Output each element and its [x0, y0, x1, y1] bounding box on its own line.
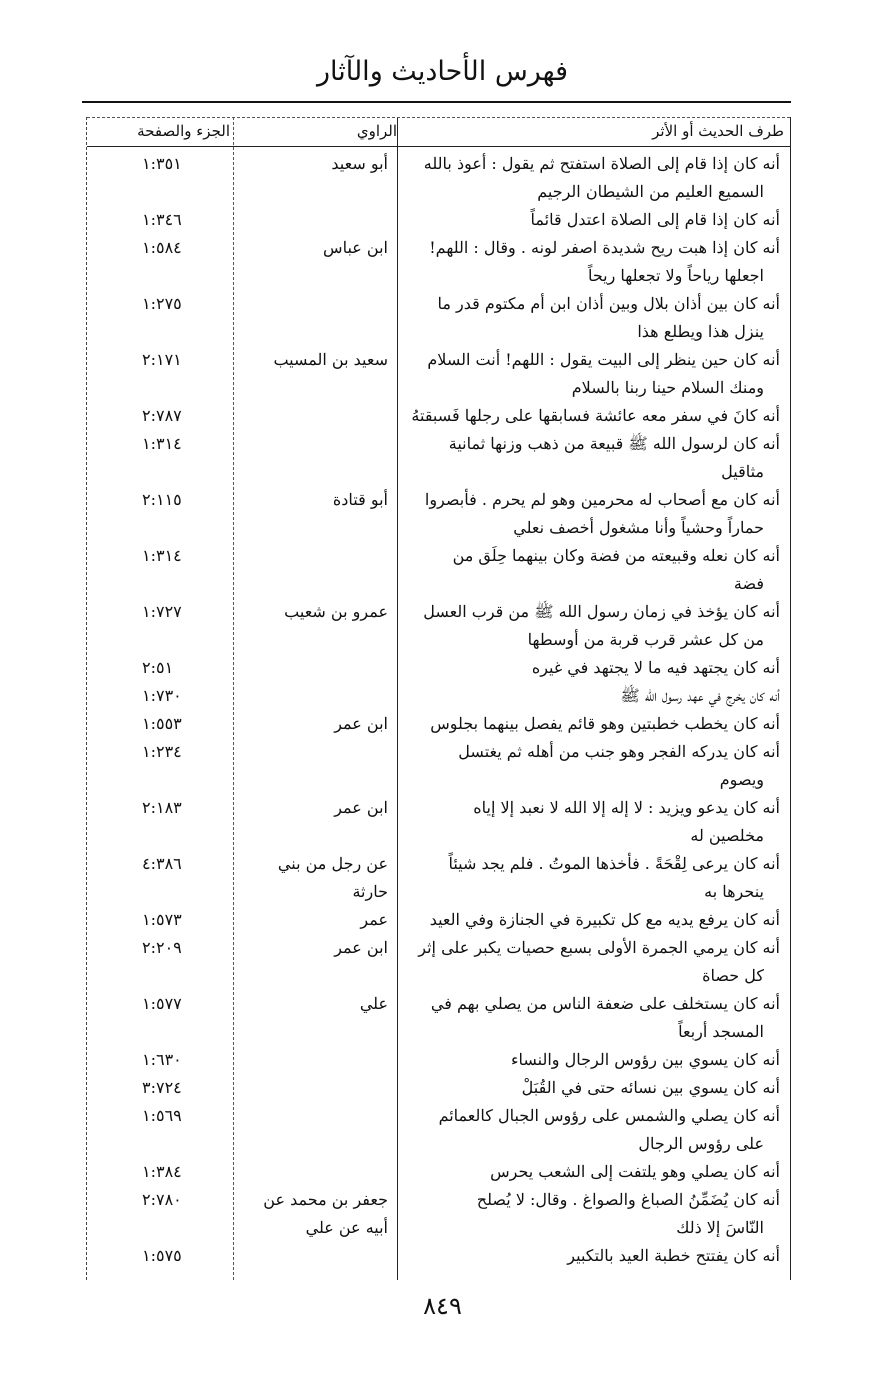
header-hadith: طرف الحديث أو الأثر [652, 122, 784, 140]
volume-page-cell: ٢:٥١ [142, 658, 174, 677]
narrator-cell: عن رجل من بني حارثة [277, 854, 388, 901]
table-row [87, 1074, 790, 1102]
volume-page-cell: ١:٥٧٣ [142, 910, 182, 929]
hadith-cell [398, 290, 790, 346]
hadith-cell [398, 850, 790, 906]
hadith-text: أنه كان يستخلف على ضعفة الناس من يصلي بهم في [430, 994, 780, 1013]
hadith-text: أنه كان حين ينظر إلى البيت يقول : اللهم! أنت السلام [427, 350, 780, 369]
hadith-continuation: السميع العليم من الشيطان الرجيم [537, 182, 764, 201]
hadith-cell [398, 738, 790, 794]
hadith-text: أنه كان مع أصحاب له محرمين وهو لم يحرم . فأبصروا [424, 490, 780, 509]
hadith-text: أنه كان يصلي وهو يلتفت إلى الشعب يحرس [490, 1162, 780, 1181]
hadith-cell [398, 1102, 790, 1158]
hadith-continuation: ينحرها به [704, 882, 764, 901]
page-title: فهرس الأحاديث والآثار [316, 56, 569, 87]
narrator-cell [234, 1046, 398, 1074]
hadith-cell [398, 234, 790, 290]
table-row [87, 654, 790, 682]
volume-page-cell: ٢:١١٥ [142, 490, 182, 509]
hadith-text: أنه كان يجتهد فيه ما لا يجتهد في غيره [531, 658, 780, 677]
hadith-text: أنه كان يؤخذ في زمان رسول الله ﷺ من قرب العسل [423, 602, 780, 621]
volume-page-cell: ٢:٢٠٩ [142, 938, 182, 957]
hadith-cell [398, 430, 790, 486]
volume-page-cell: ١:٥٥٣ [142, 714, 182, 733]
volume-page-cell: ١:٦٣٠ [142, 1050, 182, 1069]
narrator-cell [234, 290, 398, 346]
volume-page-cell: ٢:٧٨٠ [142, 1190, 182, 1209]
hadith-cell [398, 990, 790, 1046]
header-ref: الجزء والصفحة [137, 122, 230, 140]
hadith-cell [398, 1242, 790, 1270]
table-row [87, 1158, 790, 1186]
table-row [87, 346, 790, 402]
volume-page-cell: ١:٥٧٧ [142, 994, 182, 1013]
hadith-text: أنه كانَ في سفر معه عائشة فسابقها على رجلها فَسبقتهُ [411, 406, 780, 425]
table-row [87, 234, 790, 290]
table-row [87, 402, 790, 430]
hadith-text: أنه كان يرفع يديه مع كل تكبيرة في الجنازة وفي العيد [429, 910, 780, 929]
narrator-cell: ابن عمر [334, 938, 388, 957]
narrator-cell [234, 654, 398, 682]
narrator-cell: ابن عباس [323, 238, 388, 257]
table-header: طرف الحديث أو الأثر الراوي الجزء والصفحة [87, 117, 790, 147]
volume-page-cell: ١:٥٨٤ [142, 238, 182, 257]
hadith-cell [398, 934, 790, 990]
volume-page-cell: ١:٥٧٥ [142, 1246, 182, 1265]
hadith-cell [398, 206, 790, 234]
table-row [87, 1242, 790, 1270]
narrator-cell: عمر [360, 910, 388, 929]
hadith-text: أنه كان إذا قام إلى الصلاة اعتدل قائماً [530, 210, 780, 229]
hadith-text: أنه كان يدعو ويزيد : لا إله إلا الله لا نعبد إلا إياه [473, 798, 780, 817]
hadith-continuation: المسجد أربعاً [678, 1022, 764, 1041]
volume-page-cell: ٢:١٨٣ [142, 798, 182, 817]
table-row [87, 934, 790, 990]
hadith-continuation: اجعلها رياحاً ولا تجعلها ريحاً [587, 266, 764, 285]
title-rule [82, 101, 791, 103]
hadith-text: أنه كان إذا قام إلى الصلاة استفتح ثم يقول : أعوذ بالله [423, 154, 780, 173]
table-row [87, 682, 790, 710]
volume-page-cell: ١:٧٣٠ [142, 686, 182, 705]
hadith-text: أنه كان يخطب خطبتين وهو قائم يفصل بينهما بجلوس [430, 714, 780, 733]
hadith-text: أنه كان يفتتح خطبة العيد بالتكبير [567, 1246, 780, 1265]
hadith-cell [398, 542, 790, 598]
narrator-cell: ابن عمر [334, 798, 388, 817]
narrator-cell [234, 542, 398, 598]
hadith-continuation: مخلصين له [690, 826, 764, 845]
hadith-text: أنه كان بين أذان بلال وبين أذان ابن أم مكتوم قدر ما [437, 294, 780, 313]
index-table [86, 117, 791, 1280]
volume-page-cell: ١:٧٢٧ [142, 602, 182, 621]
table-row [87, 850, 790, 906]
table-row [87, 430, 790, 486]
table-row [87, 906, 790, 934]
hadith-continuation: مثاقيل [721, 462, 764, 481]
hadith-text: أنه كان يسوي بين نسائه حتى في القُبَلْ [521, 1078, 780, 1097]
hadith-cell [398, 906, 790, 934]
hadith-continuation: النّاسَ إلا ذلك [676, 1218, 764, 1237]
volume-page-cell: ٢:١٧١ [142, 350, 182, 369]
hadith-text: أنه كان لرسول الله ﷺ قبيعة من ذهب وزنها ثمانية [448, 434, 780, 453]
hadith-continuation: حماراً وحشياً وأنا مشغول أخصف نعلي [513, 518, 764, 537]
hadith-text: أنه كان يدركه الفجر وهو جنب من أهله ثم يغتسل [458, 742, 780, 761]
narrator-cell: علي [359, 994, 388, 1013]
hadith-cell [398, 1158, 790, 1186]
volume-page-cell: ١:٣١٤ [142, 546, 182, 565]
narrator-cell [234, 1102, 398, 1158]
narrator-cell: عمرو بن شعيب [284, 602, 388, 621]
volume-page-cell: ١:٥٦٩ [142, 1106, 182, 1125]
hadith-text: أنه كان يُضَمِّنُ الصباغ والصواغ . وقال: لا يُصلح [476, 1190, 780, 1209]
table-row [87, 206, 790, 234]
hadith-continuation: من كل عشر قرب قربة من أوسطها [527, 630, 764, 649]
hadith-cell [398, 486, 790, 542]
table-body [87, 150, 790, 1270]
hadith-text: أنه كان يرمي الجمرة الأولى بسبع حصيات يكبر على إثر [418, 938, 780, 957]
hadith-continuation: على رؤوس الرجال [638, 1134, 764, 1153]
hadith-continuation: كل حصاة [702, 966, 764, 985]
narrator-cell: ابن عمر [334, 714, 388, 733]
hadith-cell [398, 794, 790, 850]
narrator-cell [234, 1242, 398, 1270]
page-number: ٨٤٩ [423, 1292, 462, 1320]
narrator-cell [234, 430, 398, 486]
volume-page-cell: ١:٣٤٦ [142, 210, 182, 229]
narrator-cell: أبو قتادة [332, 490, 388, 509]
hadith-cell [398, 346, 790, 402]
narrator-cell [234, 1074, 398, 1102]
narrator-cell [234, 402, 398, 430]
narrator-cell [234, 206, 398, 234]
hadith-text: أنه كان يرعى لِقْحَةً . فأخذها الموتُ . فلم يجد شيئاً [448, 854, 780, 873]
narrator-cell: جعفر بن محمد عن أبيه عن علي [263, 1190, 388, 1237]
volume-page-cell: ١:٣١٤ [142, 434, 182, 453]
hadith-continuation: ينزل هذا ويطلع هذا [637, 322, 764, 341]
hadith-cell [398, 1186, 790, 1242]
hadith-continuation: ومنك السلام حينا ربنا بالسلام [571, 378, 764, 397]
table-row [87, 738, 790, 794]
volume-page-cell: ٣:٧٢٤ [142, 1078, 182, 1097]
narrator-cell: سعيد بن المسيب [273, 350, 388, 369]
table-row [87, 290, 790, 346]
volume-page-cell: ١:٣٥١ [142, 154, 182, 173]
hadith-text: أنه كان يصلي والشمس على رؤوس الجبال كالعمائم [438, 1106, 780, 1125]
hadith-cell [398, 710, 790, 738]
volume-page-cell: ٢:٧٨٧ [142, 406, 182, 425]
hadith-continuation: ويصوم [719, 770, 764, 789]
table-row [87, 794, 790, 850]
hadith-cell [398, 598, 790, 654]
narrator-cell [234, 1158, 398, 1186]
table-row [87, 990, 790, 1046]
hadith-cell [398, 150, 790, 206]
table-row [87, 598, 790, 654]
hadith-text: أنه كان يسوي بين رؤوس الرجال والنساء [510, 1050, 780, 1069]
table-row [87, 710, 790, 738]
hadith-text: أنه كان إذا هبت ريح شديدة اصفر لونه . وقال : اللهم! [429, 238, 780, 257]
narrator-cell [234, 682, 398, 710]
table-row [87, 486, 790, 542]
narrator-cell [234, 738, 398, 794]
hadith-cell [398, 1074, 790, 1102]
hadith-cell [398, 1046, 790, 1074]
table-row [87, 1102, 790, 1158]
volume-page-cell: ١:٢٧٥ [142, 294, 182, 313]
hadith-cell [398, 682, 790, 710]
hadith-text: أنه كان نعله وقبيعته من فضة وكان بينهما حِلَق من [452, 546, 780, 565]
table-row [87, 1186, 790, 1242]
volume-page-cell: ١:٣٨٤ [142, 1162, 182, 1181]
volume-page-cell: ١:٢٣٤ [142, 742, 182, 761]
hadith-cell [398, 654, 790, 682]
table-row [87, 542, 790, 598]
narrator-cell: أبو سعيد [331, 154, 388, 173]
table-row [87, 1046, 790, 1074]
hadith-continuation: فضة [733, 574, 764, 593]
hadith-cell [398, 402, 790, 430]
volume-page-cell: ٤:٣٨٦ [142, 854, 182, 873]
hadith-text: أنه كان يخرج في عهد رسول الله ﷺ [620, 686, 780, 705]
table-row [87, 150, 790, 206]
